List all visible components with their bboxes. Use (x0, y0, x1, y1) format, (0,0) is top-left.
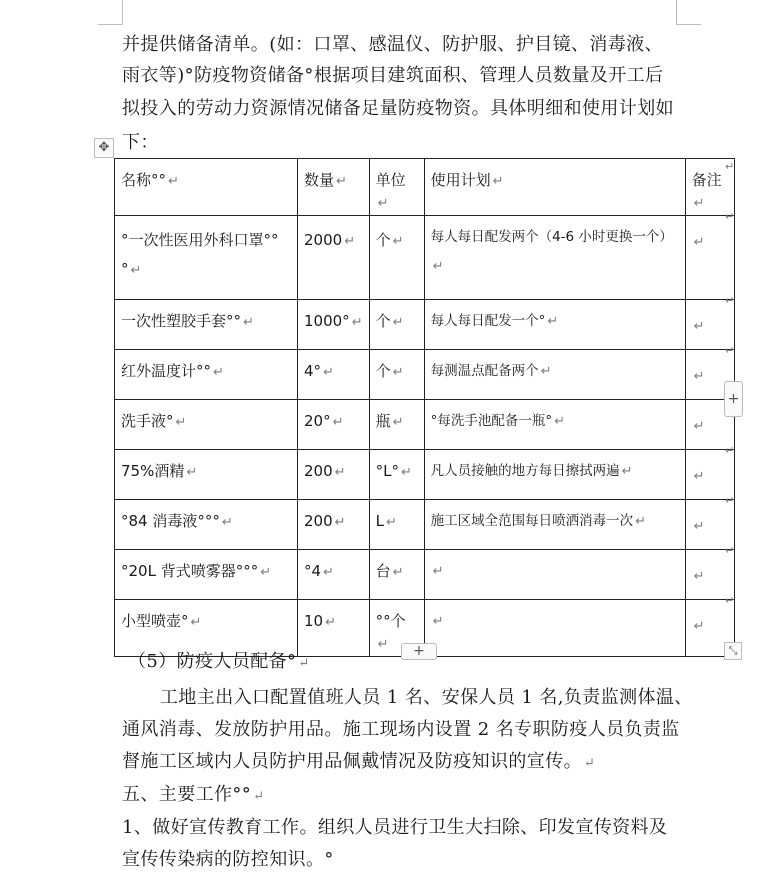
cell-qty[interactable]: 200 ↵ (298, 450, 370, 500)
cell-note[interactable]: ↵ (685, 400, 734, 450)
cell-name[interactable]: °20L 背式喷雾器°°° ↵ (115, 550, 298, 600)
header-cell-qty[interactable]: 数量 ↵ (298, 159, 370, 216)
cell-plan[interactable]: 施工区域全范围每日喷洒消毒一次 ↵ (424, 500, 685, 550)
cell-name[interactable]: 75%酒精 ↵ (115, 450, 298, 500)
paragraph-line[interactable] (122, 716, 680, 744)
header-cell-plan[interactable]: 使用计划 ↵ (424, 159, 685, 216)
paragraph-text: 1、做好宣传教育工作。组织人员进行卫生大扫除、印发宣传资料及 (122, 817, 668, 838)
paragraph-line[interactable] (122, 814, 667, 842)
paragraph-text: 拟投入的劳动力资源情况储备足量防疫物资。具体明细和使用计划如 (122, 98, 674, 119)
row-end-mark: ↵ (725, 594, 735, 607)
table-resize-icon[interactable]: ⤡ (724, 642, 742, 660)
cell-note[interactable]: ↵ (685, 600, 734, 657)
paragraph-text: 督施工区域内人员防护用品佩戴情况及防疫知识的宣传。 (122, 751, 582, 772)
row-end-mark: ↵ (725, 210, 735, 223)
cell-unit[interactable]: °°个↵ (369, 600, 424, 657)
section-heading-text: （5）防疫人员配备° (128, 651, 297, 672)
paragraph-line[interactable] (122, 95, 674, 123)
paragraph-line[interactable] (122, 846, 334, 874)
cell-note[interactable]: ↵ (685, 216, 734, 300)
cell-note[interactable]: ↵ (685, 350, 734, 400)
cell-name[interactable]: 一次性塑胶手套°° ↵ (115, 300, 298, 350)
paragraph-line[interactable] (122, 62, 663, 90)
cell-plan[interactable]: 每人每日配发两个（4-6 小时更换一个）↵ (424, 216, 685, 300)
table-row (115, 350, 735, 400)
row-end-mark: ↵ (725, 494, 735, 507)
paragraph-text: 雨衣等)°防疫物资储备°根据项目建筑面积、管理人员数量及开工后 (122, 65, 664, 86)
cell-qty[interactable]: 10 ↵ (298, 600, 370, 657)
cell-plan[interactable]: °每洗手池配备一瓶° ↵ (424, 400, 685, 450)
section-heading-text: 五、主要工作°° (122, 784, 252, 805)
paragraph-line[interactable] (122, 31, 663, 59)
cell-plan[interactable]: ↵ (424, 550, 685, 600)
table-row (115, 450, 735, 500)
cell-unit[interactable]: 个 ↵ (369, 350, 424, 400)
table-row (115, 300, 735, 350)
cell-unit[interactable]: 个 ↵ (369, 216, 424, 300)
table-row (115, 216, 735, 300)
crop-mark-top-right (676, 0, 701, 25)
paragraph-text: 并提供储备清单。(如：口罩、感温仪、防护服、护目镜、消毒液、 (122, 34, 664, 55)
paragraph-line[interactable] (122, 129, 159, 157)
cell-name[interactable]: °一次性医用外科口罩°°° ↵ (115, 216, 298, 300)
cell-name[interactable]: 红外温度计°° ↵ (115, 350, 298, 400)
header-cell-unit[interactable]: 单位↵ (369, 159, 424, 216)
cell-qty[interactable]: 200 ↵ (298, 500, 370, 550)
header-cell-note[interactable]: 备注↵ (685, 159, 734, 216)
table-move-handle-icon[interactable]: ✥ (94, 138, 114, 158)
cell-plan[interactable]: 凡人员接触的地方每日擦拭两遍 ↵ (424, 450, 685, 500)
cell-note[interactable]: ↵ (685, 550, 734, 600)
paragraph-text: 工地主出入口配置值班人员 1 名、安保人员 1 名,负责监测体温、 (160, 687, 693, 708)
cell-name[interactable]: 洗手液° ↵ (115, 400, 298, 450)
table-row (115, 400, 735, 450)
row-end-mark: ↵ (725, 544, 735, 557)
paragraph-line[interactable] (160, 684, 693, 712)
cell-unit[interactable]: 个 ↵ (369, 300, 424, 350)
cell-plan[interactable]: 每人每日配发一个° ↵ (424, 300, 685, 350)
row-end-mark: ↵ (725, 294, 735, 307)
cell-unit[interactable]: L ↵ (369, 500, 424, 550)
cell-name[interactable]: °84 消毒液°°° ↵ (115, 500, 298, 550)
header-cell-name[interactable]: 名称°° ↵ (115, 159, 298, 216)
cell-qty[interactable]: 1000° ↵ (298, 300, 370, 350)
cell-note[interactable]: ↵ (685, 300, 734, 350)
cell-qty[interactable]: 4° ↵ (298, 350, 370, 400)
cell-unit[interactable]: 瓶 ↵ (369, 400, 424, 450)
cell-plan[interactable]: 每测温点配备两个 ↵ (424, 350, 685, 400)
section-heading[interactable]: （5）防疫人员配备° ↵ (128, 651, 310, 672)
paragraph-line[interactable]: 督施工区域内人员防护用品佩戴情况及防疫知识的宣传。 ↵ (122, 751, 596, 772)
section-heading[interactable]: 五、主要工作°° ↵ (122, 784, 265, 805)
paragraph-text: 下： (122, 132, 159, 153)
cell-unit[interactable]: 台 ↵ (369, 550, 424, 600)
cell-name[interactable]: 小型喷壶° ↵ (115, 600, 298, 657)
cell-unit[interactable]: °L° ↵ (369, 450, 424, 500)
cell-note[interactable]: ↵ (685, 500, 734, 550)
row-end-mark: ↵ (725, 344, 735, 357)
cell-qty[interactable]: 2000 ↵ (298, 216, 370, 300)
table-row (115, 500, 735, 550)
add-column-button[interactable]: + (724, 381, 743, 417)
crop-mark-top-left (98, 0, 123, 25)
table-header-row (115, 159, 735, 216)
supplies-table[interactable] (114, 158, 735, 657)
row-end-mark: ↵ (725, 160, 735, 173)
cell-note[interactable]: ↵ (685, 450, 734, 500)
cell-plan[interactable]: ↵ (424, 600, 685, 657)
paragraph-text: 宣传传染病的防控知识。° (122, 849, 334, 870)
add-row-button[interactable]: + (401, 643, 437, 660)
table-row (115, 550, 735, 600)
row-end-mark: ↵ (725, 444, 735, 457)
paragraph-text: 通风消毒、发放防护用品。施工现场内设置 2 名专职防疫人员负责监 (122, 719, 680, 740)
cell-qty[interactable]: 20° ↵ (298, 400, 370, 450)
cell-qty[interactable]: °4 ↵ (298, 550, 370, 600)
